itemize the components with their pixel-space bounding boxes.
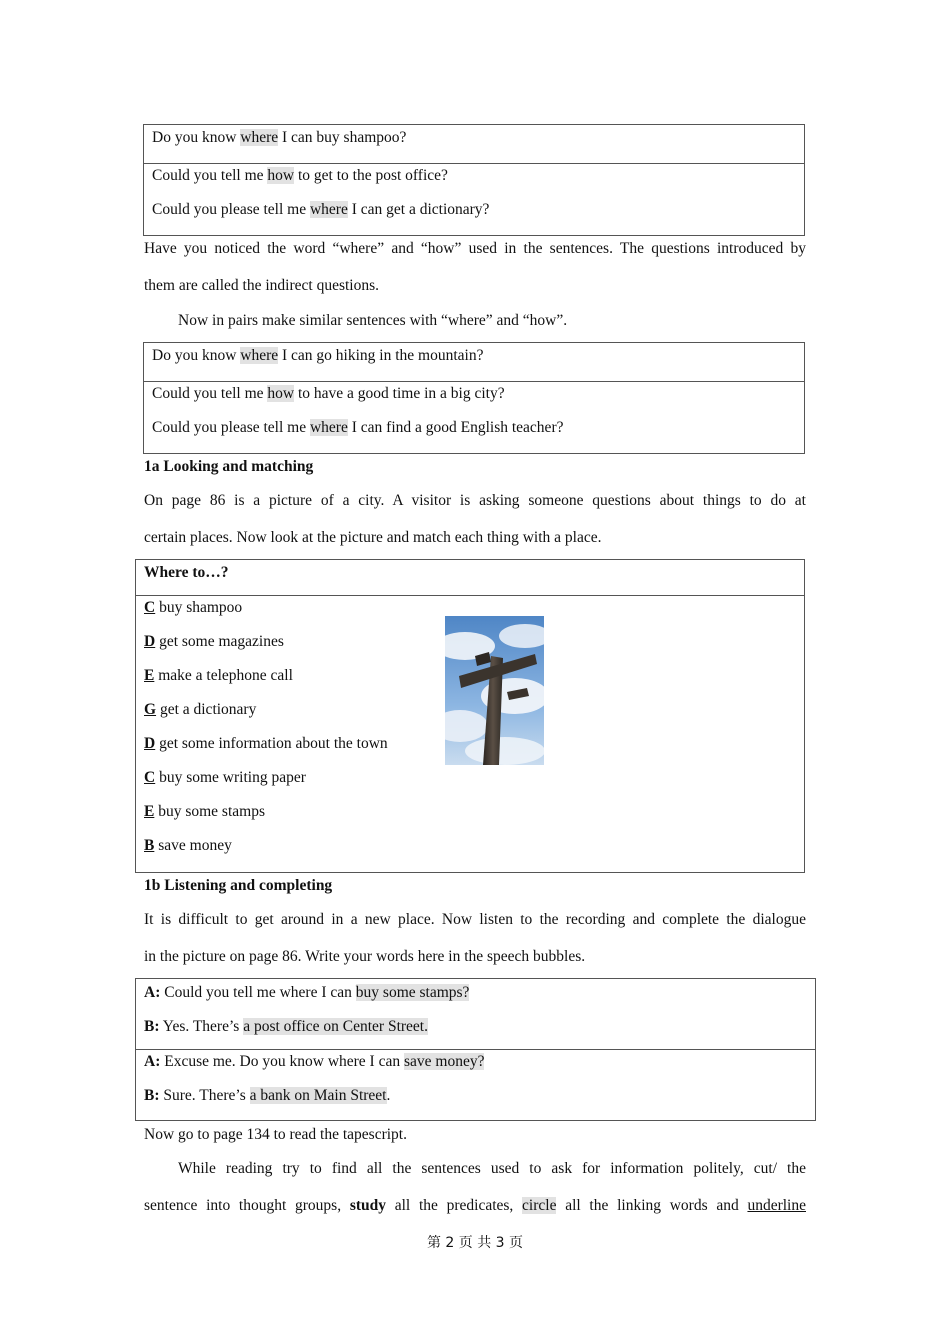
- dialogue-line: A: Could you tell me where I can buy some stamps?: [144, 984, 470, 1001]
- section-1a-line-2: certain places. Now look at the picture and match each thing with a place.: [144, 529, 602, 546]
- table-divider: [144, 163, 804, 164]
- tapescript-note: Now go to page 134 to read the tapescript.: [144, 1126, 407, 1143]
- list-item: E buy some stamps: [144, 803, 265, 820]
- section-1b-line-2: in the picture on page 86. Write your words here in the speech bubbles.: [144, 948, 586, 965]
- example-row: Do you know where I can buy shampoo?: [152, 129, 407, 146]
- page-footer: 第 2 页 共 3 页: [426, 1235, 524, 1251]
- list-item: C buy some writing paper: [144, 769, 306, 786]
- dialogue-line: A: Excuse me. Do you know where I can save money?: [144, 1053, 485, 1070]
- table-divider: [136, 595, 804, 596]
- dialogue-line: B: Sure. There’s a bank on Main Street.: [144, 1087, 391, 1104]
- list-item: D get some magazines: [144, 633, 284, 650]
- table-divider: [136, 1049, 815, 1050]
- list-item: G get a dictionary: [144, 701, 257, 718]
- dialogue-line: B: Yes. There’s a post office on Center Street.: [144, 1018, 428, 1035]
- example-table-2: [143, 342, 805, 454]
- notice-line-2: them are called the indirect questions.: [144, 277, 379, 294]
- list-item: E make a telephone call: [144, 667, 293, 684]
- notice-line-1: Have you noticed the word “where” and “how” used in the sentences. The questions introduced by: [144, 240, 806, 257]
- section-1b-heading: 1b Listening and completing: [144, 877, 333, 894]
- example-table-1: [143, 124, 805, 236]
- signpost-icon: [445, 616, 544, 765]
- section-1a-line-1: On page 86 is a picture of a city. A visitor is asking someone questions about things to do at: [144, 492, 806, 509]
- reading-instruction-line-2: sentence into thought groups, study all the predicates, circle all the linking words and underline: [144, 1197, 806, 1214]
- list-item: C buy shampoo: [144, 599, 243, 616]
- table-divider: [144, 381, 804, 382]
- example-row: Could you tell me how to get to the post office?: [152, 167, 448, 184]
- signpost-image: [445, 616, 544, 765]
- example-row: Could you tell me how to have a good time in a big city?: [152, 385, 505, 402]
- section-1b-line-1: It is difficult to get around in a new place. Now listen to the recording and complete the dialogue: [144, 911, 806, 928]
- pairs-instruction: Now in pairs make similar sentences with “where” and “how”.: [178, 312, 568, 329]
- example-row: Could you please tell me where I can get a dictionary?: [152, 201, 490, 218]
- list-item: D get some information about the town: [144, 735, 388, 752]
- matching-table-header: Where to…?: [144, 564, 229, 581]
- section-1a-heading: 1a Looking and matching: [144, 458, 314, 475]
- example-row: Do you know where I can go hiking in the mountain?: [152, 347, 484, 364]
- reading-instruction-line-1: While reading try to find all the sentences used to ask for information politely, cut/ the: [178, 1160, 806, 1177]
- example-row: Could you please tell me where I can find a good English teacher?: [152, 419, 564, 436]
- list-item: B save money: [144, 837, 232, 854]
- dialogue-table: [135, 978, 816, 1121]
